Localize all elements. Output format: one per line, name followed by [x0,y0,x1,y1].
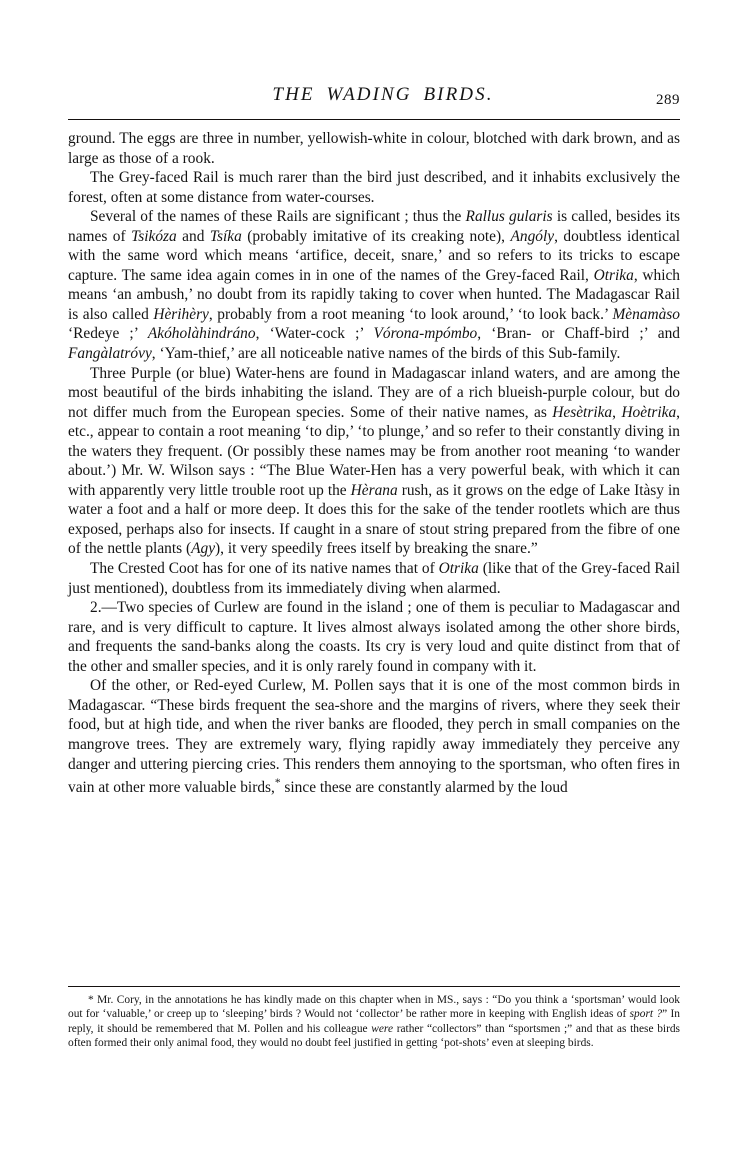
body-paragraph [68,364,680,559]
italic-term: Otrika [593,266,634,284]
text-run: * Mr. Cory, in the annotations he has kindly made on this chapter when in MS., says : “Do you think a ‘sportsman’ would look out for ‘valuable,’ or creep up to ‘sleeping’ birds ? Would not ‘collector’ be rather more in keeping with English ideas of [68,994,680,1021]
footnote-rule [68,986,680,987]
text-run: The Grey-faced Rail is much rarer than the bird just described, and it inhabits exclusively the forest, often at some distance from water-courses. [68,169,680,206]
text-run: (like that of the Grey-faced Rail just mentioned), doubtless from its immediately diving when alarmed. [68,560,680,597]
footnote-reference: * [274,777,281,790]
italic-term: Hèrana [350,481,398,499]
footnote-paragraph [68,993,680,1050]
italic-term: Hesètrika [552,403,613,421]
header-rule [68,119,680,120]
italic-term: Fangàlatróvy [68,345,152,363]
body-paragraph [68,129,680,168]
footnote-block [68,986,680,1050]
body-text [68,129,680,798]
text-run: , ‘Yam-thief,’ are all noticeable native names of the birds of this Sub-family. [151,345,621,363]
italic-term: Mènamàso [612,305,680,323]
page-number: 289 [656,92,680,108]
italic-term: Otrika [438,560,479,578]
text-run: ground. The eggs are three in number, yellowish-white in colour, blotched with dark brown, and as large as those of a rook. [68,130,680,167]
italic-term: sport ? [629,1008,663,1021]
body-paragraph [68,676,680,797]
body-paragraph [68,559,680,598]
text-run: , doubtless identical with the same word which means ‘artifice, deceit, snare,’ and so refers to its tricks to escape capture. The same idea again comes in in one of the names of the Grey-faced Rail, [68,227,680,284]
text-run: Several of the names of these Rails are significant ; thus the [90,208,466,226]
text-run: Of the other, or Red-eyed Curlew, M. Pollen says that it is one of the most common birds in Madagascar. “These birds frequent the sea-shore and the margins of rivers, where they seek their food, but at high tide, and when the river banks are flooded, they perch in small companies on the mangrove trees. They are extremely wary, flying rapidly away immediately they perceive any danger and uttering piercing cries. This renders them annoying to the sportsman, who often fires in vain at other more valuable birds, [68,677,680,797]
italic-term: Angóly [510,227,555,245]
running-head [68,84,680,110]
italic-term: Rallus gularis [465,208,553,226]
text-run: rush, as it grows on the edge of Lake Itàsy in water a foot and a half or more deep. It does this for the sake of the tender rootlets which are thus exposed, perhaps also for insects. If caught in a snare of stout string prepared from the fibre of one of the nettle plants ( [68,481,680,558]
text-run: , [612,403,622,421]
text-run: is called, besides its names of [68,208,680,245]
italic-term: Akóholàhindráno [147,325,256,343]
text-run: since these are constantly alarmed by the loud [280,779,568,797]
italic-term: were [371,1022,393,1035]
text-run: , ‘Bran- or Chaff-bird ;’ and [477,325,680,343]
text-run: , etc., appear to contain a root meaning ‘to dip,’ ‘to plunge,’ and so refer to their constantly diving in the waters they frequent. (Or possibly these names may be from another root meaning ‘to wander about.’) Mr. W. Wilson says : “The Blue Water-Hen has a very powerful beak, with which it can with apparently very little trouble root up the [68,403,681,499]
italic-term: Hoètrika [621,403,677,421]
text-run: and [176,227,210,245]
text-run: ), it very speedily frees itself by breaking the snare.” [215,540,538,558]
text-run: ” In reply, it should be remembered that M. Pollen and his colleague [68,1008,680,1035]
text-run: Three Purple (or blue) Water-hens are found in Madagascar inland waters, and are among the most beautiful of the birds inhabiting the island. They are of a rich blueish-purple colour, but do not differ much from the European species. Some of their native names, as [68,364,680,421]
footnote-text [68,993,680,1050]
italic-term: Tsíka [209,227,242,245]
italic-term: Vórona-mpómbo [373,325,478,343]
text-run: , probably from a root meaning ‘to look around,’ ‘to look back.’ [208,305,613,323]
body-paragraph [68,168,680,207]
italic-term: Agy [191,540,216,558]
text-run: rather “collectors” than “sportsmen ;” and that as these birds often formed their only animal food, they would no doubt feel justified in getting ‘pot-shots’ even at sleeping birds. [68,1022,680,1049]
italic-term: Hèrihèry [153,305,209,323]
italic-term: Tsikóza [131,227,177,245]
text-run: , which means ‘an ambush,’ no doubt from its rapidly taking to cover when hunted. The Madagascar Rail is also called [68,266,680,323]
page-content [68,84,680,798]
text-run: (probably imitative of its creaking note), [241,227,511,245]
body-paragraph [68,598,680,676]
page-title: THE WADING BIRDS. [272,84,494,105]
text-run: , ‘Water-cock ;’ [255,325,374,343]
body-paragraph [68,207,680,363]
text-run: 2.—Two species of Curlew are found in the island ; one of them is peculiar to Madagascar and rare, and is very difficult to capture. It lives almost always isolated among the other shore birds, and frequents the sand-banks along the coasts. Its cry is very loud and quite distinct from that of the other and smaller species, and it is only rarely found in company with it. [68,599,680,675]
text-run: The Crested Coot has for one of its native names that of [90,560,439,578]
text-run: ‘Redeye ;’ [68,325,148,343]
